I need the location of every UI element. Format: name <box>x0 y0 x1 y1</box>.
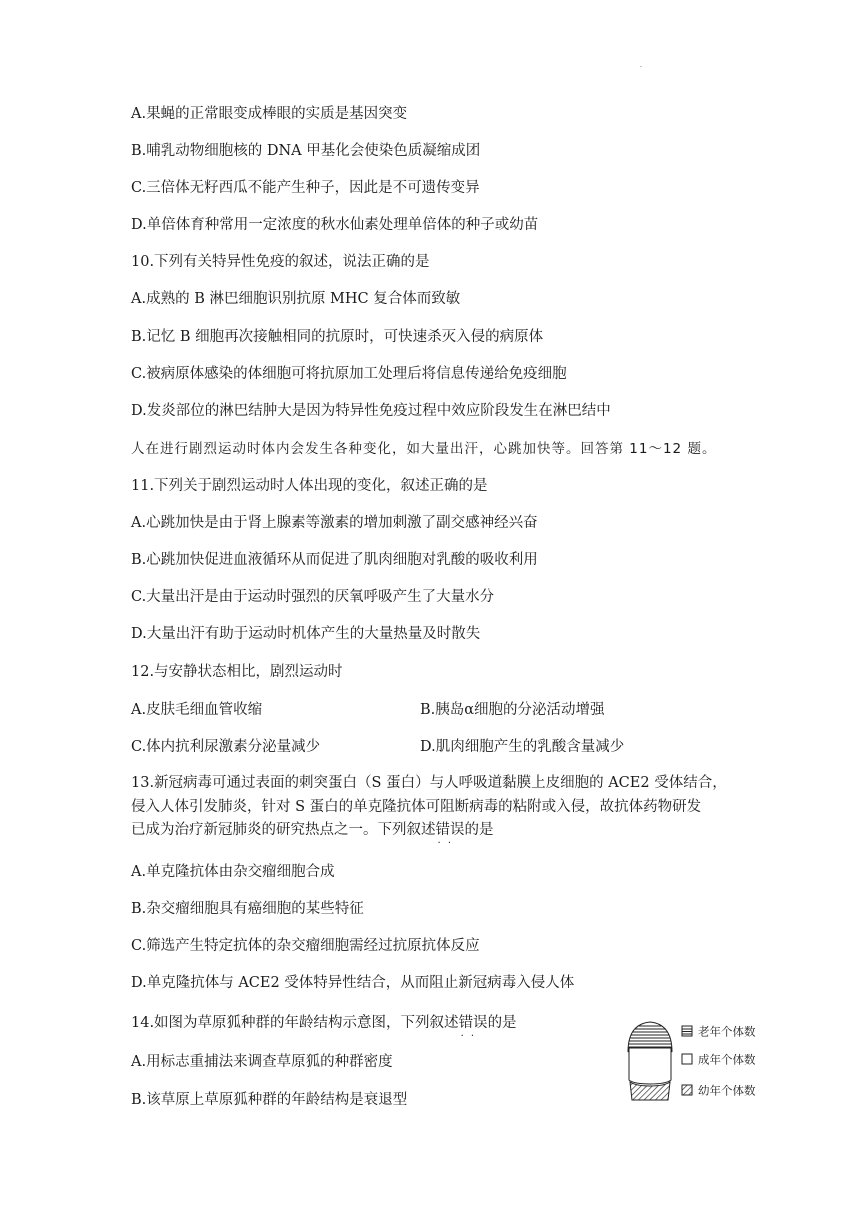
option-9c: C.三倍体无籽西瓜不能产生种子，因此是不可遗传变异 <box>131 180 480 196</box>
option-13a: A.单克隆抗体由杂交瘤细胞合成 <box>131 864 335 880</box>
question-10: 10.下列有关特异性免疫的叙述，说法正确的是 <box>131 254 430 270</box>
option-14b: B.该草原上草原狐种群的年龄结构是衰退型 <box>131 1092 408 1108</box>
option-11a: A.心跳加快是由于肾上腺素等激素的增加刺激了副交感神经兴奋 <box>131 515 538 531</box>
corner-mark: . <box>640 62 642 69</box>
question-13-line2: 侵入人体引发肺炎，针对 S 蛋白的单克隆抗体可阻断病毒的粘附或入侵，故抗体药物研发 <box>131 799 702 815</box>
legend-label-young: 幼年个体数 <box>698 1083 756 1098</box>
option-13c: C.筛选产生特定抗体的杂交瘤细胞需经过抗原抗体反应 <box>131 938 480 954</box>
option-12a: A.皮肤毛细血管收缩 <box>131 702 263 718</box>
age-structure-figure <box>618 1018 768 1108</box>
legend <box>682 1025 756 1098</box>
option-10b: B.记忆 B 细胞再次接触相同的抗原时，可快速杀灭入侵的病原体 <box>131 329 544 345</box>
question-13-line3 <box>131 820 494 840</box>
q13-emphasis: 错误 · · <box>436 822 465 838</box>
shared-stem-11-12: 人在进行剧烈运动时体内会发生各种变化，如大量出汗，心跳加快等。回答第 11～12 题。 <box>131 441 717 457</box>
option-10d: D.发炎部位的淋巴结肿大是因为特异性免疫过程中效应阶段发生在淋巴结中 <box>131 403 611 419</box>
legend-swatch-young <box>682 1085 692 1095</box>
question-13-line1: 13.新冠病毒可通过表面的刺突蛋白（S 蛋白）与人呼吸道黏膜上皮细胞的 ACE2 受体结合， <box>131 775 727 791</box>
option-9b: B.哺乳动物细胞核的 DNA 甲基化会使染色质凝缩成团 <box>131 143 481 159</box>
q14-text-post: 的是 <box>487 1015 517 1031</box>
option-9a: A.果蝇的正常眼变成棒眼的实质是基因突变 <box>131 106 408 122</box>
option-14a: A.用标志重捕法来调查草原狐的种群密度 <box>131 1054 393 1070</box>
question-12: 12.与安静状态相比，剧烈运动时 <box>131 664 343 680</box>
option-13d: D.单克隆抗体与 ACE2 受体特异性结合，从而阻止新冠病毒入侵人体 <box>131 975 575 991</box>
legend-label-adult: 成年个体数 <box>698 1052 756 1067</box>
question-14 <box>131 1013 517 1033</box>
legend-label-old: 老年个体数 <box>698 1024 756 1039</box>
option-13b: B.杂交瘤细胞具有癌细胞的某些特征 <box>131 901 364 917</box>
option-10a: A.成熟的 B 淋巴细胞识别抗原 MHC 复合体而致敏 <box>131 291 461 307</box>
q13-text-post: 的是 <box>464 822 494 838</box>
q14-text-pre: 14.如图为草原狐种群的年龄结构示意图，下列叙述 <box>131 1015 459 1031</box>
young-layer <box>630 1082 670 1100</box>
option-12b: B.胰岛α细胞的分泌活动增强 <box>420 702 605 718</box>
legend-swatch-adult <box>682 1054 692 1064</box>
option-12c: C.体内抗利尿激素分泌量减少 <box>131 739 321 755</box>
q14-emphasis: 错误 · · <box>459 1015 488 1031</box>
option-11c: C.大量出汗是由于运动时强烈的厌氧呼吸产生了大量水分 <box>131 589 495 605</box>
adult-layer <box>629 1048 671 1084</box>
q13-text-pre: 已成为治疗新冠肺炎的研究热点之一。下列叙述 <box>131 822 436 838</box>
question-11: 11.下列关于剧烈运动时人体出现的变化，叙述正确的是 <box>131 478 488 494</box>
option-9d: D.单倍体育种常用一定浓度的秋水仙素处理单倍体的种子或幼苗 <box>131 217 539 233</box>
option-12d: D.肌肉细胞产生的乳酸含量减少 <box>420 739 625 755</box>
option-11d: D.大量出汗有助于运动时机体产生的大量热量及时散失 <box>131 626 481 642</box>
option-10c: C.被病原体感染的体细胞可将抗原加工处理后将信息传递给免疫细胞 <box>131 366 567 382</box>
option-11b: B.心跳加快促进血液循环从而促进了肌肉细胞对乳酸的吸收利用 <box>131 552 538 568</box>
